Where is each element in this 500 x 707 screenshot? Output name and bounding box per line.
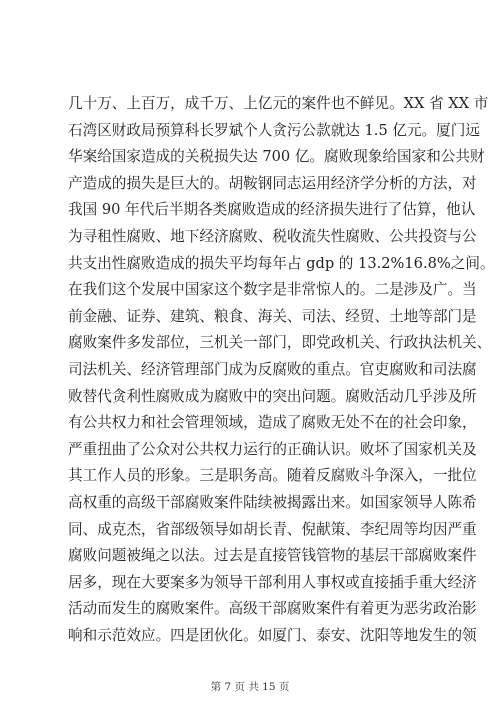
text-line: 在我们这个发展中国家这个数字是非常惊人的。二是涉及广。当 [68,281,477,299]
text-line: 有公共权力和社会管理领域，造成了腐败无处不在的社会印象， [68,414,477,432]
text-line: 我国 90 年代后半期各类腐败造成的经济损失进行了估算，他认 [68,201,476,219]
text-line: 严重扭曲了公众对公共权力运行的正确认识。败坏了国家机关及 [68,440,477,458]
text-line: 高权重的高级干部腐败案件陆续被揭露出来。如国家领导人陈希 [68,493,477,511]
text-line: 石湾区财政局预算科长罗斌个人贪污公款就达 1.5 亿元。厦门远 [68,121,480,139]
text-line: 活动而发生的腐败案件。高级干部腐败案件有着更为恶劣政治影 [68,600,477,618]
text-line: 共支出性腐败造成的损失平均每年占 gdp 的 13.2%16.8%之间。 [68,254,495,272]
text-line: 为寻租性腐败、地下经济腐败、税收流失性腐败、公共投资与公 [68,227,477,245]
text-line: 几十万、上百万，成千万、上亿元的案件也不鲜见。XX 省 XX 市 [68,95,489,112]
text-line: 前金融、证券、建筑、粮食、海关、司法、经贸、土地等部门是 [68,307,477,325]
body-text [68,91,495,649]
text-line: 同、成克杰，省部级领导如胡长青、倪献策、李纪周等均因严重 [68,520,477,538]
text-line: 腐败案件多发部位，三机关一部门，即党政机关、行政执法机关、 [68,334,492,352]
text-line: 产造成的损失是巨大的。胡鞍钢同志运用经济学分析的方法，对 [68,174,477,192]
text-line: 败替代贪利性腐败成为腐败中的突出问题。腐败活动几乎涉及所 [68,387,477,405]
text-line: 华案给国家造成的关税损失达 700 亿。腐败现象给国家和公共财 [68,148,485,166]
text-line: 腐败问题被绳之以法。过去是直接管钱管物的基层干部腐败案件 [68,547,477,565]
page-footer: 第 7 页 共 15 页 [210,681,290,693]
text-line: 居多，现在大要案多为领导干部利用人事权或直接插手重大经济 [68,573,477,591]
text-line: 响和示范效应。四是团伙化。如厦门、泰安、沈阳等地发生的领 [68,626,477,644]
text-line: 司法机关、经济管理部门成为反腐败的重点。官吏腐败和司法腐 [68,360,477,378]
text-line: 其工作人员的形象。三是职务高。随着反腐败斗争深入，一批位 [68,467,477,485]
